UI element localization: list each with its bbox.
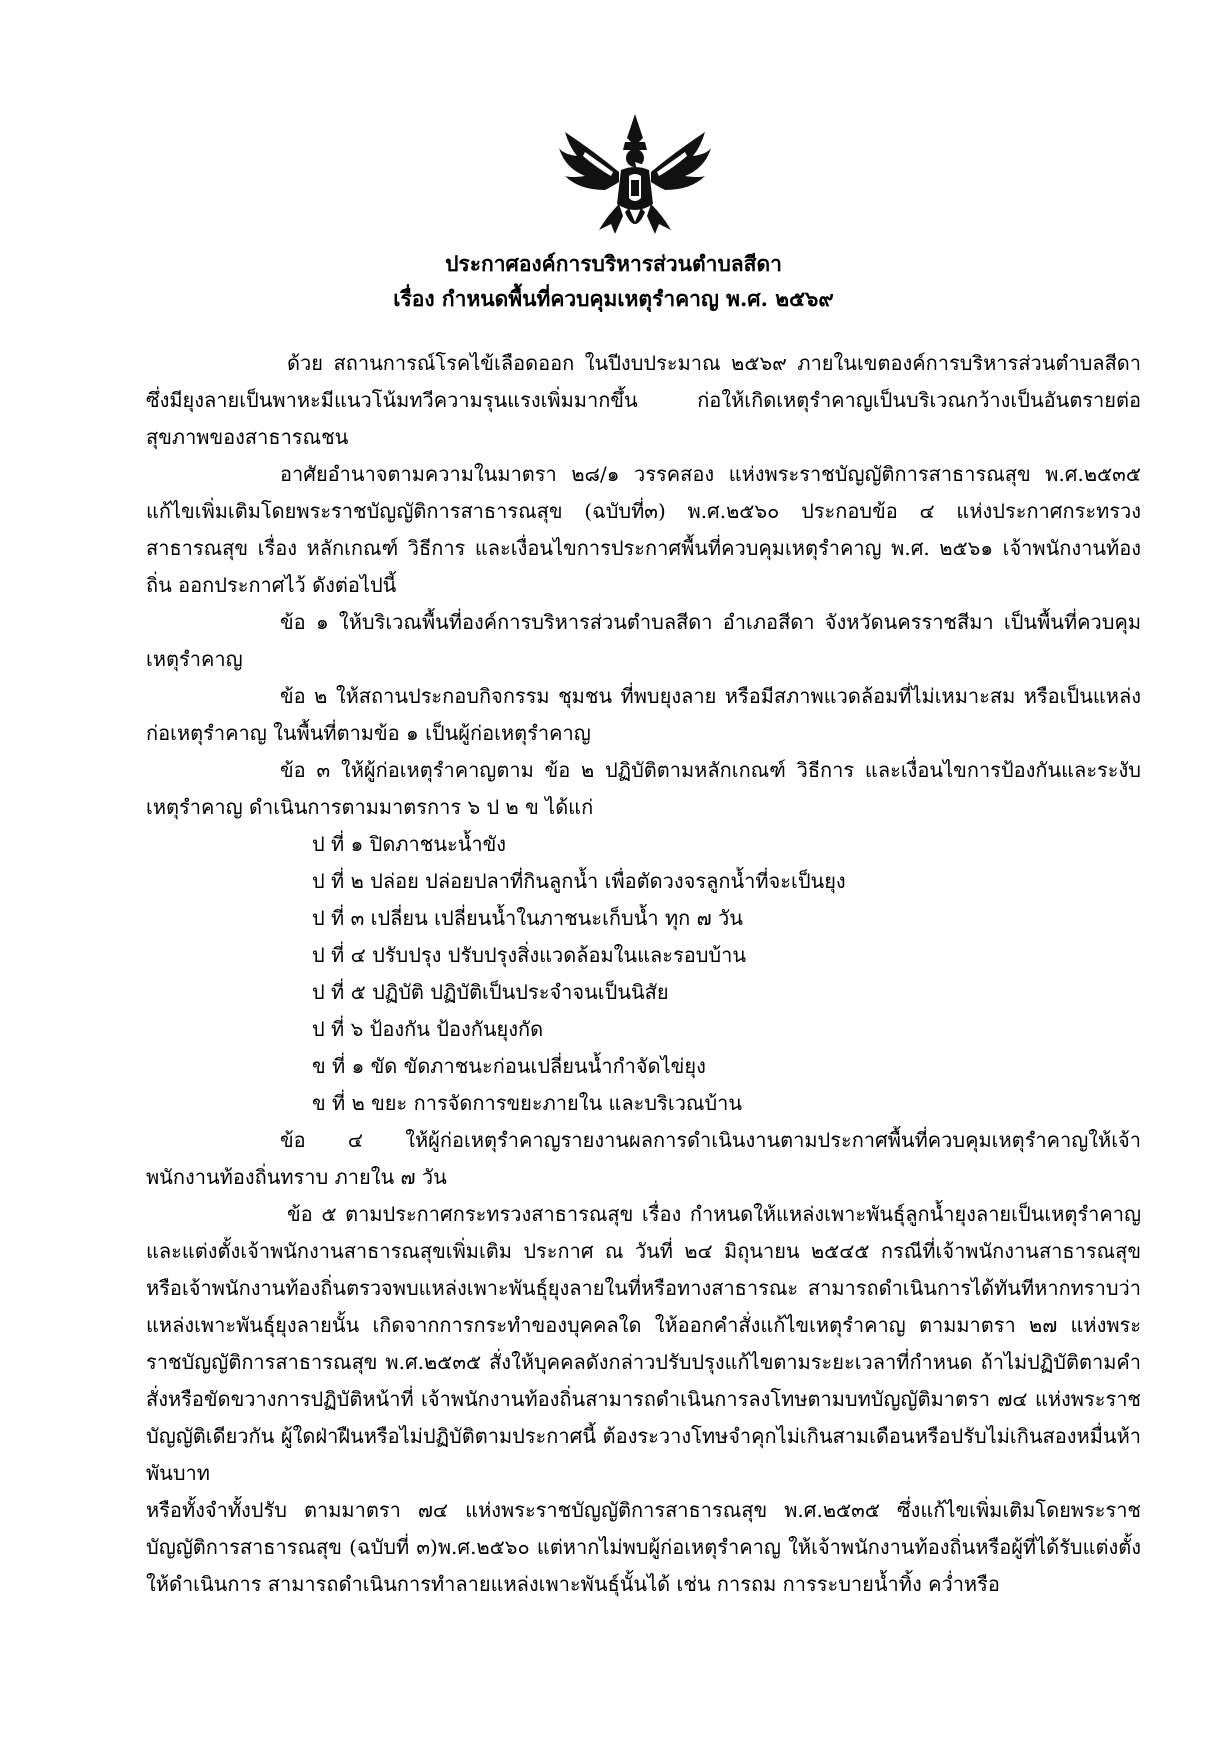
measure-item: ข ที่ ๑ ขัด ขัดภาชนะก่อนเปลี่ยนน้ำกำจัดไข่ยุง (312, 1054, 706, 1078)
measure-item: ป ที่ ๕ ปฏิบัติ ปฏิบัติเป็นประจำจนเป็นนิสัย (312, 980, 669, 1004)
clause-2: ข้อ ๒ ให้สถานประกอบกิจกรรม ชุมชน ที่พบยุงลาย หรือมีสภาพแวดล้อมที่ไม่เหมาะสม หรือเป็นแหล่งก่อเหตุรำคาญ ในพื้นที่ตามข้อ ๑ เป็นผู้ก่อเหตุรำคาญ (146, 684, 1141, 745)
paragraph-preamble: ด้วย สถานการณ์โรคไข้เลือดออก ในปีงบประมาณ ๒๕๖๙ ภายในเขตองค์การบริหารส่วนตำบลสีดา ซึ่งมียุงลายเป็นพาหะมีแนวโน้มทวีความรุนแรงเพิ่มมากขึ้น ก่อให้เกิดเหตุรำคาญเป็นบริเวณกว้างเป็นอันตรายต่อสุขภาพของสาธารณชน (146, 351, 1141, 449)
garuda-emblem-icon (555, 112, 715, 240)
measure-item: ป ที่ ๖ ป้องกัน ป้องกันยุงกัด (312, 1017, 544, 1041)
clause-3: ข้อ ๓ ให้ผู้ก่อเหตุรำคาญตาม ข้อ ๒ ปฏิบัติตามหลักเกณฑ์ วิธีการ และเงื่อนไขการป้องกันและระงับเหตุรำคาญ ดำเนินการตามมาตรการ ๖ ป ๒ ข ได้แก่ (146, 758, 1141, 819)
measure-item: ป ที่ ๓ เปลี่ยน เปลี่ยนน้ำในภาชนะเก็บน้ำ ทุก ๗ วัน (312, 906, 743, 930)
announcement-subject: เรื่อง กำหนดพื้นที่ควบคุมเหตุรำคาญ พ.ศ. ๒๕๖๙ (393, 286, 834, 311)
measure-item: ป ที่ ๔ ปรับปรุง ปรับปรุงสิ่งแวดล้อมในและรอบบ้าน (312, 943, 747, 967)
measure-item: ป ที่ ๒ ปล่อย ปล่อยปลาที่กินลูกน้ำ เพื่อตัดวงจรลูกน้ำที่จะเป็นยุง (312, 869, 846, 893)
paragraph-authority: อาศัยอำนาจตามความในมาตรา ๒๘/๑ วรรคสอง แห่งพระราชบัญญัติการสาธารณสุข พ.ศ.๒๕๓๕ แก้ไขเพิ่มเติมโดยพระราชบัญญัติการสาธารณสุข (ฉบับที่๓) พ.ศ.๒๕๖๐ ประกอบข้อ ๔ แห่งประกาศกระทรวงสาธารณสุข เรื่อง หลักเกณฑ์ วิธีการ และเงื่อนไขการประกาศพื้นที่ควบคุมเหตุรำคาญ พ.ศ. ๒๕๖๑ เจ้าพนักงานท้องถิ่น ออกประกาศไว้ ดังต่อไปนี้ (146, 462, 1141, 597)
clause-5: ข้อ ๕ ตามประกาศกระทรวงสาธารณสุข เรื่อง กำหนดให้แหล่งเพาะพันธุ์ลูกน้ำยุงลายเป็นเหตุรำคาญ และแต่งตั้งเจ้าพนักงานสาธารณสุขเพิ่มเติม ประกาศ ณ วันที่ ๒๔ มิถุนายน ๒๕๔๕ กรณีที่เจ้าพนักงานสาธารณสุข หรือเจ้าพนักงานท้องถิ่นตรวจพบแหล่งเพาะพันธุ์ยุงลายในที่หรือทางสาธารณะ สามารถดำเนินการได้ทันทีหากทราบว่าแหล่งเพาะพันธุ์ยุงลายนั้น เกิดจากการกระทำของบุคคลใด ให้ออกคำสั่งแก้ไขเหตุรำคาญ ตามมาตรา ๒๗ แห่งพระราชบัญญัติการสาธารณสุข พ.ศ.๒๕๓๕ สั่งให้บุคคลดังกล่าวปรับปรุงแก้ไขตามระยะเวลาที่กำหนด ถ้าไม่ปฏิบัติตามคำสั่งหรือขัดขวางการปฏิบัติหน้าที่ เจ้าพนักงานท้องถิ่นสามารถดำเนินการลงโทษตามบทบัญญัติมาตรา ๗๔ แห่งพระราชบัญญัติเดียวกัน ผู้ใดฝ่าฝืนหรือไม่ปฏิบัติตามประกาศนี้ ต้องระวางโทษจำคุกไม่เกินสามเดือนหรือปรับไม่เกินสองหมื่นห้าพันบาท (146, 1202, 1141, 1485)
paragraph-penalty: หรือทั้งจำทั้งปรับ ตามมาตรา ๗๔ แห่งพระราชบัญญัติการสาธารณสุข พ.ศ.๒๕๓๕ ซึ่งแก้ไขเพิ่มเติมโดยพระราชบัญญัติการสาธารณสุข (ฉบับที่ ๓)พ.ศ.๒๕๖๐ แต่หากไม่พบผู้ก่อเหตุรำคาญ ให้เจ้าพนักงานท้องถิ่นหรือผู้ที่ได้รับแต่งตั้งให้ดำเนินการ สามารถดำเนินการทำลายแหล่งเพาะพันธุ์นั้นได้ เช่น การถม การระบายน้ำทิ้ง คว่ำหรือ (146, 1498, 1141, 1596)
measure-item: ข ที่ ๒ ขยะ การจัดการขยะภายใน และบริเวณบ้าน (312, 1091, 743, 1115)
clause-1: ข้อ ๑ ให้บริเวณพื้นที่องค์การบริหารส่วนตำบลสีดา อำเภอสีดา จังหวัดนครราชสีมา เป็นพื้นที่ควบคุมเหตุรำคาญ (146, 610, 1141, 671)
clause-4: ข้อ ๔ ให้ผู้ก่อเหตุรำคาญรายงานผลการดำเนินงานตามประกาศพื้นที่ควบคุมเหตุรำคาญให้เจ้าพนักงานท้องถิ่นทราบ ภายใน ๗ วัน (146, 1128, 1141, 1189)
announcement-title: ประกาศองค์การบริหารส่วนตำบลสีดา (445, 251, 782, 276)
measure-item: ป ที่ ๑ ปิดภาชนะน้ำขัง (312, 832, 507, 856)
announcement-body (146, 345, 1141, 1603)
